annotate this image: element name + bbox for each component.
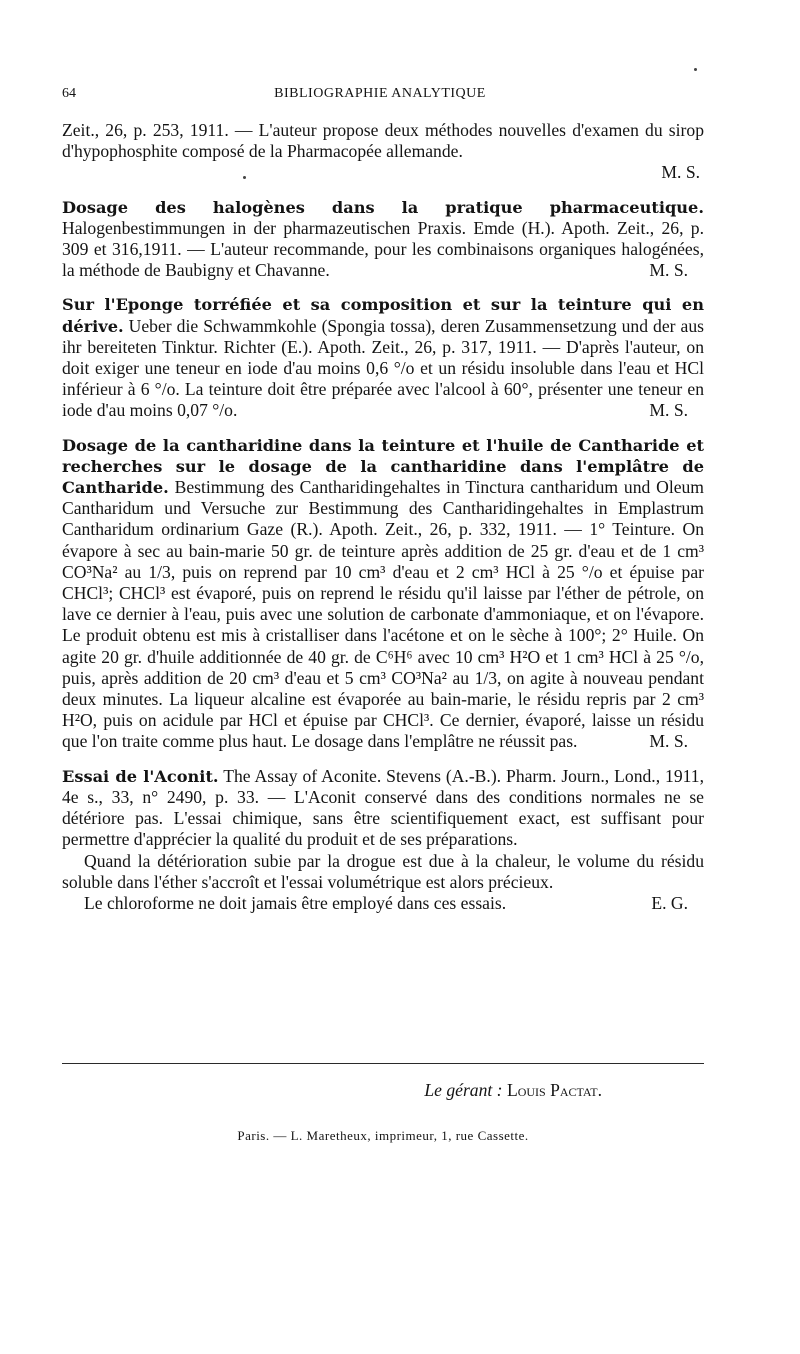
author-signature: M. S. — [649, 400, 688, 421]
entry-title: Dosage des halogènes dans la pratique pharmaceutique. — [62, 197, 704, 217]
manager-label: Le gérant : — [424, 1080, 503, 1100]
entry-essai-aconit — [62, 766, 704, 914]
author-signature: M. S. — [649, 260, 688, 281]
entry-sirop-hypophosphite — [62, 120, 704, 184]
entry-text: Zeit., 26, p. 253, 1911. — L'auteur propose deux méthodes nouvelles d'examen du sirop d'hypophosphite composé de la Pharmacopée allemande. — [62, 120, 704, 162]
print-speck — [243, 176, 246, 179]
footer-divider — [62, 1063, 704, 1064]
page-header — [62, 86, 698, 108]
entry-eponge-torrefiee — [62, 294, 704, 421]
entry-text: Ueber die Schwammkohle (Spongia tossa), deren Zusammensetzung und der aus ihr bereiteten Tinktur. Richter (E.). Apoth. Zeit., 26, p. 317, 1911. — D'après l'auteur, on doit exiger une teneur en iode d'au moins 0,6 °/o et un résidu insoluble dans l'eau et HCl inférieur à 6 °/o. La teinture doit être préparée avec l'alcool à 60°, présenter une teneur en iode d'au moins 0,07 °/o. — [62, 315, 704, 421]
manager-line — [62, 1080, 602, 1101]
author-signature: E. G. — [651, 892, 688, 913]
entry-text: Halogenbestimmungen in der pharmazeutischen Praxis. Emde (H.). Apoth. Zeit., 26, p. 309 et 316,1911. — L'auteur recommande, pour les combinaisons organiques halogénées, la méthode de Baubigny et Chavanne. — [62, 217, 704, 281]
page-number: 64 — [62, 86, 76, 101]
author-signature: M. S. — [661, 162, 700, 183]
author-signature: M. S. — [649, 731, 688, 752]
entry-dosage-halogenes — [62, 197, 704, 282]
bibliography-body — [62, 120, 704, 927]
entry-text: Bestimmung des Cantharidingehaltes in Tinctura cantharidum und Oleum Cantharidum und Versuche zur Bestimmung des Cantharidingehaltes in Emplastrum Cantharidum ordinarium Gaze (R.). Apoth. Zeit., 26, p. 332, 1911. — 1° Teinture. On évapore à sec au bain-marie 50 gr. de teinture après addition de 25 gr. d'eau et de 1 cm³ CO³Na² au 1/3, puis on reprend par 10 cm³ d'eau et 2 cm³ HCl à 25 °/o et épuise par CHCl³; CHCl³ est évaporé, puis on reprend le résidu qu'il laisse par l'éther de pétrole, on lave ce dernier à l'eau, puis avec une solution de carbonate d'ammoniaque, et on l'évapore. Le produit obtenu est mis à cristalliser dans l'acétone et on le sèche à 100°; 2° Huile. On agite 20 gr. d'huile additionnée de 40 gr. de C⁶H⁶ avec 10 cm³ H²O et 1 cm³ HCl à 25 °/o, puis, après addition de 20 cm³ d'eau et 5 cm³ CO³Na² au 1/3, on agite à nouveau pendant deux minutes. La liqueur alcaline est évaporée au bain-marie, le résidu repris par 2 cm³ H²O, puis on acidule par HCl et épuise par CHCl³. Ce dernier, évaporé, laisse un résidu que l'on traite comme plus haut. Le dosage dans l'emplâtre ne réussit pas. — [62, 477, 704, 752]
entry-title: Essai de l'Aconit. — [62, 766, 219, 786]
print-speck — [694, 68, 697, 71]
entry-paragraph: Le chloroforme ne doit jamais être employé dans ces essais. — [84, 892, 507, 913]
running-title: BIBLIOGRAPHIE ANALYTIQUE — [274, 86, 486, 101]
entry-title: Dosage de la cantharidine dans la teinture et l'huile de Cantharide et recherches sur le dosage de la cantharidine dans l'emplâtre de Cantharide. — [62, 435, 704, 498]
entry-text: The Assay of Aconite. Stevens (A.-B.). Pharm. Journ., Lond., 1911, 4e s., 33, n° 2490, p. 33. — L'Aconit conservé dans des conditions normales ne se détériore pas. L'essai chimique, sans être scientifiquement exact, est suffisant pour permettre d'apprécier la qualité du produit et de ses préparations. — [62, 765, 704, 850]
manager-name: Louis Pactat. — [506, 1080, 602, 1100]
entry-paragraph: Quand la détérioration subie par la drogue est due à la chaleur, le volume du résidu soluble dans l'éther s'accroît et l'essai volumétrique est alors précieux. — [62, 850, 704, 892]
entry-title: Sur l'Eponge torréfiée et sa composition et sur la teinture qui en dérive. — [62, 295, 704, 336]
entry-dosage-cantharidine — [62, 435, 704, 753]
printer-imprint: Paris. — L. Maretheux, imprimeur, 1, rue Cassette. — [237, 1128, 529, 1143]
